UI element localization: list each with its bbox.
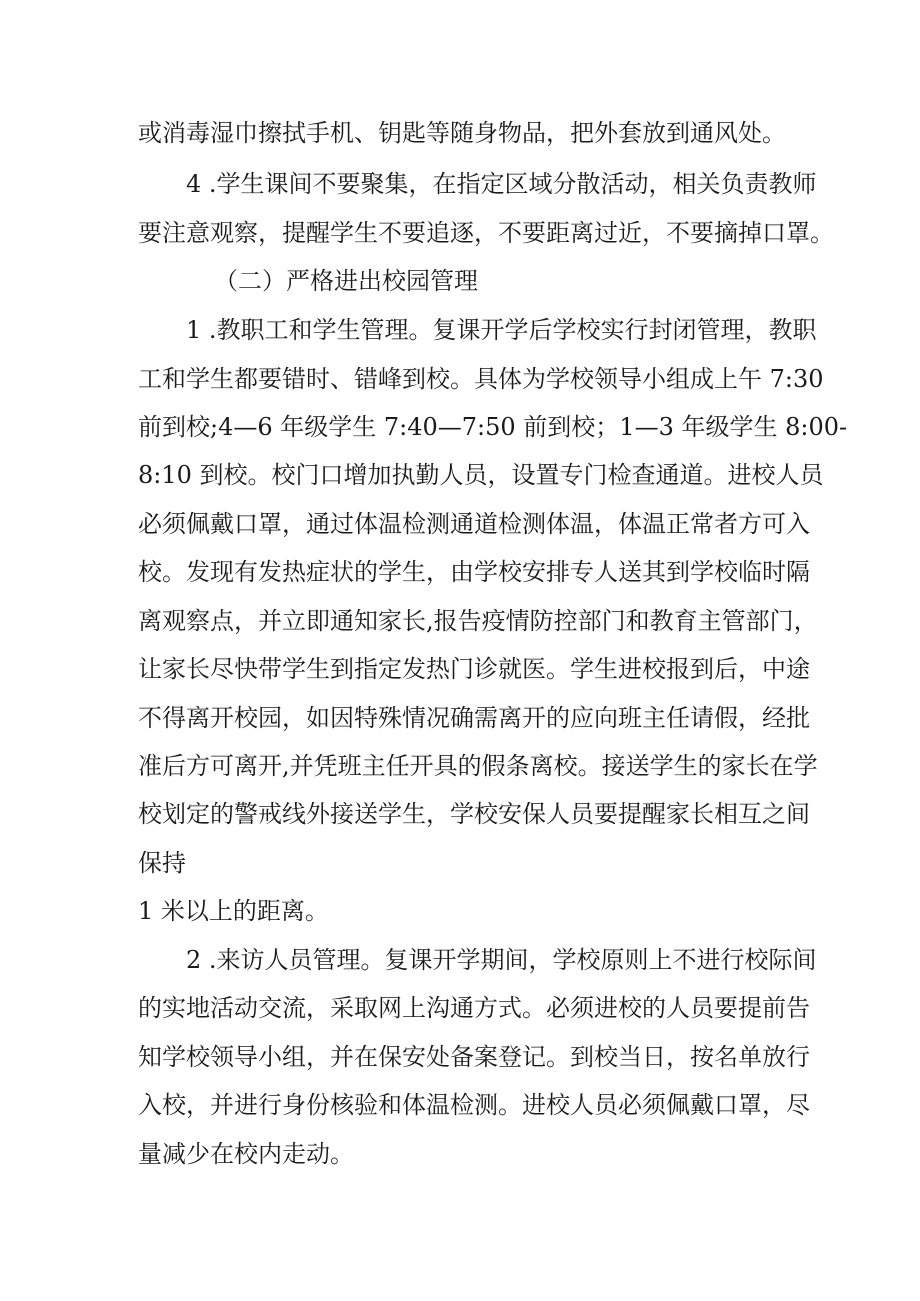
paragraph-line: 离观察点，并立即通知家长,报告疫情防控部门和教育主管部门， xyxy=(138,607,818,635)
paragraph-line: 1 米以上的距离。 xyxy=(138,897,329,925)
paragraph-line: 或消毒湿巾擦拭手机、钥匙等随身物品，把外套放到通风处。 xyxy=(138,119,786,147)
paragraph-line: 不得离开校园，如因特殊情况确需离开的应向班主任请假，经批 xyxy=(138,704,810,732)
paragraph-line: 工和学生都要错时、错峰到校。具体为学校领导小组成上午 7:30 xyxy=(138,365,824,393)
paragraph-line: 量减少在校内走动。 xyxy=(138,1140,354,1168)
paragraph-line: 必须佩戴口罩，通过体温检测通道检测体温，体温正常者方可入 xyxy=(138,510,810,538)
paragraph-line: 校。发现有发热症状的学生，由学校安排专人送其到学校临时隔 xyxy=(138,558,810,586)
section-heading: （二）严格进出校园管理 xyxy=(214,267,478,295)
paragraph-line: 1 .教职工和学生管理。复课开学后学校实行封闭管理，教职 xyxy=(186,316,817,344)
paragraph-line: 前到校;4—6 年级学生 7:40—7:50 前到校；1—3 年级学生 8:00- xyxy=(138,413,848,441)
paragraph-line: 让家长尽快带学生到指定发热门诊就医。学生进校报到后，中途 xyxy=(138,655,810,683)
paragraph-line: 校划定的警戒线外接送学生，学校安保人员要提醒家长相互之间 xyxy=(138,800,810,828)
paragraph-line: 8:10 到校。校门口增加执勤人员，设置专门检查通道。进校人员 xyxy=(138,461,824,489)
paragraph-line: 准后方可离开,并凭班主任开具的假条离校。接送学生的家长在学 xyxy=(138,752,818,780)
paragraph-line: 知学校领导小组，并在保安处备案登记。到校当日，按名单放行 xyxy=(138,1043,810,1071)
paragraph-line: 要注意观察，提醒学生不要追逐，不要距离过近，不要摘掉口罩。 xyxy=(138,219,834,247)
paragraph-line: 入校，并进行身份核验和体温检测。进校人员必须佩戴口罩，尽 xyxy=(138,1091,810,1119)
paragraph-line: 2 .来访人员管理。复课开学期间，学校原则上不进行校际间 xyxy=(186,946,817,974)
paragraph-line: 的实地活动交流，采取网上沟通方式。必须进校的人员要提前告 xyxy=(138,994,810,1022)
paragraph-line: 4 .学生课间不要聚集，在指定区域分散活动，相关负责教师 xyxy=(186,170,817,198)
paragraph-line: 保持 xyxy=(138,849,186,877)
